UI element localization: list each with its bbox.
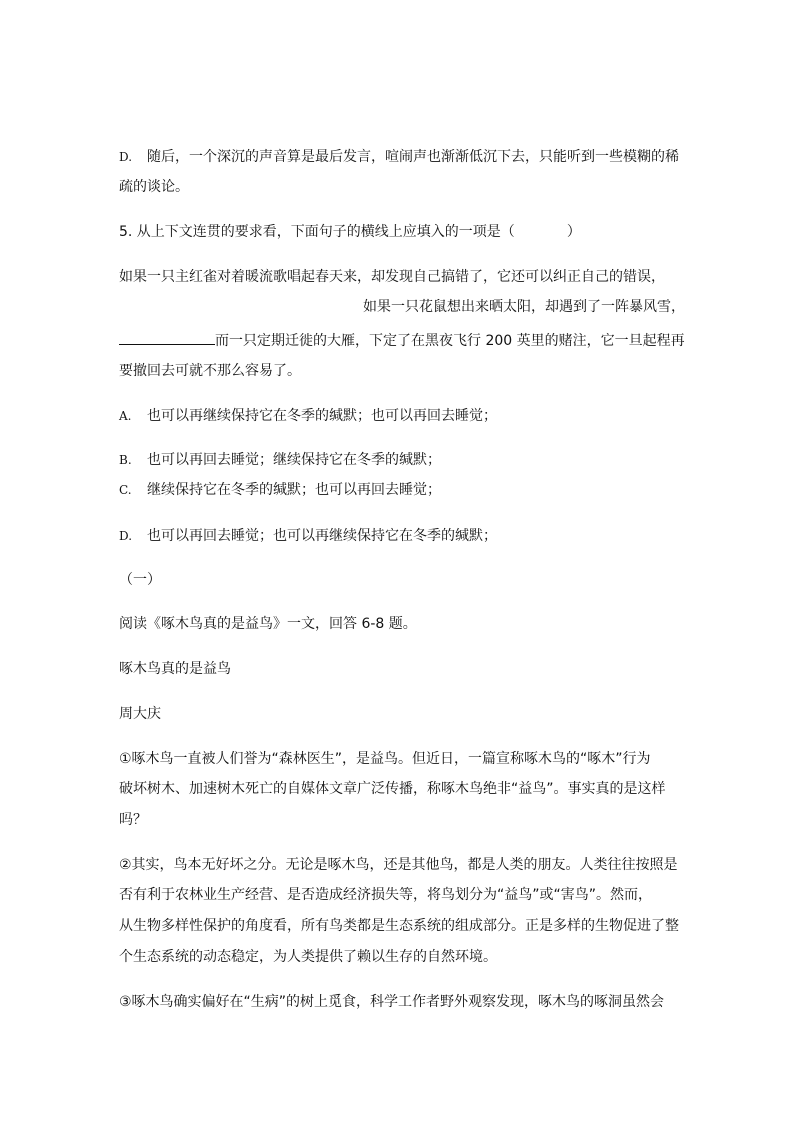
q5-passage-line4 [119, 361, 301, 381]
fill-blank-line [119, 330, 215, 345]
paragraph-1-line: 破坏树木、加速树木死亡的自媒体文章广泛传播，称啄木鸟绝非“益鸟”。事实真的是这样 [119, 781, 666, 797]
q5-stem [119, 222, 581, 242]
paragraph-1-line: ①啄木鸟一直被人们誉为“森林医生”，是益鸟。但近日，一篇宣称啄木鸟的“啄木”行为 [119, 751, 651, 767]
passage-text: 如果一只主红雀对着暖流歌唱起春天来，却发现自己搞错了，它还可以纠正自己的错误， [119, 269, 665, 285]
article-author: 周大庆 [119, 706, 161, 722]
option-letter: A. [119, 409, 132, 423]
q5-passage-line3 [119, 330, 685, 351]
paragraph-2-line: ②其实，鸟本无好坏之分。无论是啄木鸟，还是其他鸟，都是人类的朋友。人类往往按照是 [119, 857, 678, 873]
q4-option-d [119, 147, 679, 167]
passage-text: 而一只定期迁徙的大雁，下定了在黑夜飞行 200 英里的赌注，它一旦起程再 [215, 333, 685, 349]
option-text: 也可以再回去睡觉；也可以再继续保持它在冬季的缄默； [147, 528, 497, 544]
paragraph-1-line: 吗？ [119, 812, 147, 828]
section-label: （一） [119, 572, 161, 588]
option-text: 也可以再回去睡觉；继续保持它在冬季的缄默； [147, 452, 441, 468]
option-letter: D. [119, 529, 133, 543]
paragraph-3-line: ③啄木鸟确实偏好在“生病”的树上觅食，科学工作者野外观察发现，啄木鸟的啄洞虽然会 [119, 994, 665, 1010]
article-title: 啄木鸟真的是益鸟 [119, 661, 231, 677]
paragraph-2-line: 否有利于农林业生产经营、是否造成经济损失等，将鸟划分为“益鸟”或“害鸟”。然而， [119, 887, 653, 903]
q4-option-d-cont [119, 177, 189, 197]
passage-text: 如果一只花鼠想出来晒太阳，却遇到了一阵暴风雪， [363, 299, 685, 315]
q5-stem-close: ） [566, 224, 581, 240]
option-text: 继续保持它在冬季的缄默；也可以再回去睡觉； [147, 482, 441, 498]
reading-instruction: 阅读《啄木鸟真的是益鸟》一文，回答 6-8 题。 [119, 616, 417, 632]
option-letter: D. [119, 150, 133, 164]
q5-option-c [119, 480, 441, 500]
q5-option-b [119, 450, 441, 470]
option-text-cont: 疏的谈论。 [119, 179, 189, 195]
q5-option-d [119, 526, 497, 546]
option-text: 也可以再继续保持它在冬季的缄默；也可以再回去睡觉； [147, 408, 497, 424]
q5-passage-line1 [119, 267, 665, 287]
q5-passage-line2 [363, 297, 685, 317]
q5-option-a [119, 406, 497, 426]
passage-text: 要撤回去可就不那么容易了。 [119, 363, 301, 379]
paragraph-2-line: 个生态系统的动态稳定，为人类提供了赖以生存的自然环境。 [119, 949, 497, 965]
option-text: 随后，一个深沉的声音算是最后发言，喧闹声也渐渐低沉下去，只能听到一些模糊的稀 [147, 149, 679, 165]
paragraph-2-line: 从生物多样性保护的角度看，所有鸟类都是生态系统的组成部分。正是多样的生物促进了整 [119, 918, 679, 934]
q5-stem-text: 5. 从上下文连贯的要求看，下面句子的横线上应填入的一项是（ [119, 224, 515, 240]
option-letter: B. [119, 453, 132, 467]
option-letter: C. [119, 483, 132, 497]
